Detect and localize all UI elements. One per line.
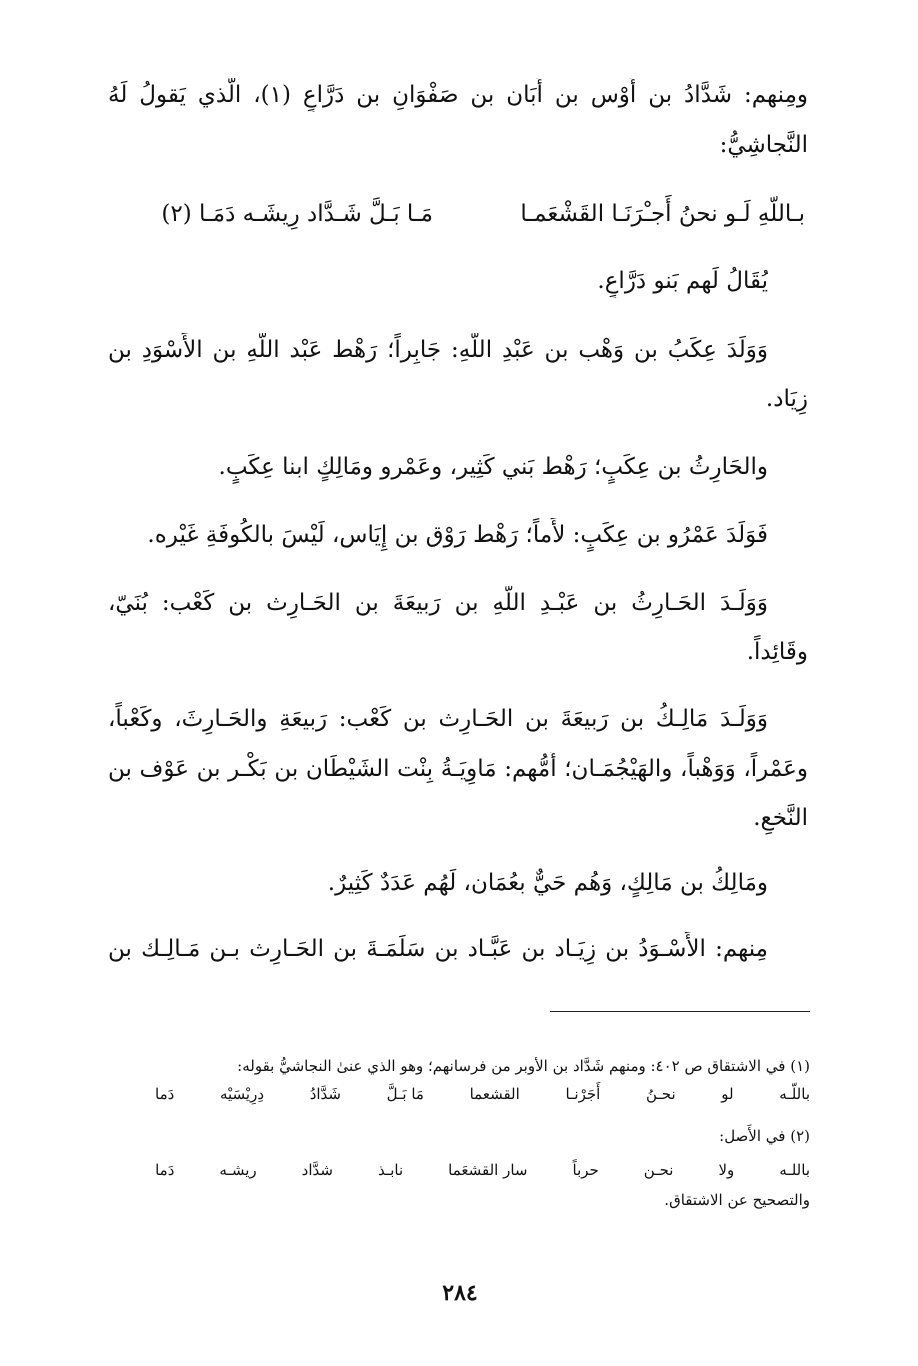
paragraph-line: مِنهم: الأَسْـوَدُ بن زِيَـاد بن عَبَّـاد بن سَلَمَـةَ بن الحَـارِث بـن مَـالِـك بن xyxy=(108,936,768,962)
footnote-verse-word: باللـه xyxy=(779,1161,810,1179)
footnote-verse-word: سار القشعَما xyxy=(448,1161,528,1179)
footnote-2-note: والتصحيح عن الاشتقاق. xyxy=(664,1191,810,1209)
footnote-verse-word: ريشـه xyxy=(219,1161,257,1179)
footnote-verse-word: مَا بَـلَّ xyxy=(386,1085,424,1103)
footnote-verse-word: نابـذ xyxy=(377,1161,404,1179)
paragraph-line: وَوَلَـدَ مَالِـكُ بن رَبيعَةَ بن الحَـارِث بن كَعْب: رَبيعَةِ والحَـارِثَ، وكَعْباً، xyxy=(108,706,768,732)
paragraph-line: النَّخعِ. xyxy=(753,805,808,831)
footnote-verse-word: أَجَرْنـا xyxy=(565,1085,601,1103)
footnote-1: (١) في الاشتقاق ص ٤٠٢: ومنهم شَدَّاد بن الأوبر من فرسانهم؛ وهو الذي عنىٰ النجاشيُّ بقوله: xyxy=(237,1057,810,1075)
paragraph-line: وعَمْراً، وَوَهْباً، والهَيْجُمَـان؛ أُمُّهم: مَاوِيَـةُ بِنْت الشَيْطَان بن بَكْـر بن عَوْف بن xyxy=(108,756,808,782)
paragraph-line: ومَالِكُ بن مَالِكٍ، وَهُم حَيٌّ بعُمَان، لَهُم عَدَدٌ كَثِيرٌ. xyxy=(327,870,768,896)
footnote-verse-word: باللّـه xyxy=(779,1085,810,1103)
paragraph-line: فَوَلَدَ عَمْرُو بن عِكَبٍ: لأَماً؛ رَهْط رَوْق بن إِيَاس، لَيْسَ بالكُوفَةِ غَيْره. xyxy=(147,522,768,548)
footnote-1-verse xyxy=(155,1082,810,1106)
text-line-1: ومِنهم: شَدَّادُ بن أَوْس بن أَبَان بن صَفْوَانِ بن دَرَّاعٍ (١)، الَّذي يَقولُ لَهُ xyxy=(108,82,808,108)
footnote-2: (٢) في الأَصل: xyxy=(719,1127,810,1145)
paragraph-line: وقَائِداً. xyxy=(746,639,808,665)
footnote-verse-word: دِرِيْسَيْه xyxy=(219,1085,265,1103)
footnote-verse-word: شدَّاد xyxy=(301,1161,333,1179)
footnote-verse-word: شَدَّادُ xyxy=(309,1085,341,1103)
paragraph-line: والحَارِثُ بن عِكَبٍ؛ رَهْط بَني كَثِير، وعَمْرو ومَالِكٍ ابنا عِكَبٍ. xyxy=(218,454,768,480)
footnote-verse-word: لو xyxy=(721,1085,734,1103)
footnote-verse-word: نحـن xyxy=(643,1161,674,1179)
footnote-verse-word: دَما xyxy=(155,1161,175,1179)
verse-hemistich-first: بـاللّهِ لَـو نحنُ أَجـْرَنَـا القَشْعَمـا xyxy=(520,201,805,227)
footnote-divider xyxy=(550,1011,810,1012)
paragraph-line: زِيَاد. xyxy=(765,386,808,412)
text-line-2: النَّجاشِيُّ: xyxy=(719,132,808,158)
footnote-verse-word: نحـنُ xyxy=(645,1085,676,1103)
paragraph-line: يُقَالُ لَهم بَنو دَرَّاعٍ. xyxy=(597,268,768,294)
verse-hemistich-second: مَـا بَـلَّ شَـدَّاد رِيشَـه دَمَـا (٢) xyxy=(161,201,433,227)
footnote-2-verse xyxy=(155,1158,810,1182)
footnote-verse-word: القشعما xyxy=(469,1085,520,1103)
page-number: ٢٨٤ xyxy=(442,1280,478,1306)
footnote-verse-word: دَما xyxy=(155,1085,175,1103)
paragraph-line: وَوَلَـدَ الحَـارِثُ بن عَبْـدِ اللَّهِ بن رَبيعَةَ بن الحَـارِث بن كَعْب: بُنَيّ، xyxy=(108,590,768,616)
footnote-verse-word: حرباً xyxy=(572,1161,599,1179)
paragraph-line: وَوَلَدَ عِكَبُ بن وَهْب بن عَبْدِ اللَّهِ: جَابِراً؛ رَهْط عَبْد اللّهِ بن الأَسْوَدِ بن xyxy=(108,337,768,363)
footnote-verse-word: ولا xyxy=(718,1161,735,1179)
